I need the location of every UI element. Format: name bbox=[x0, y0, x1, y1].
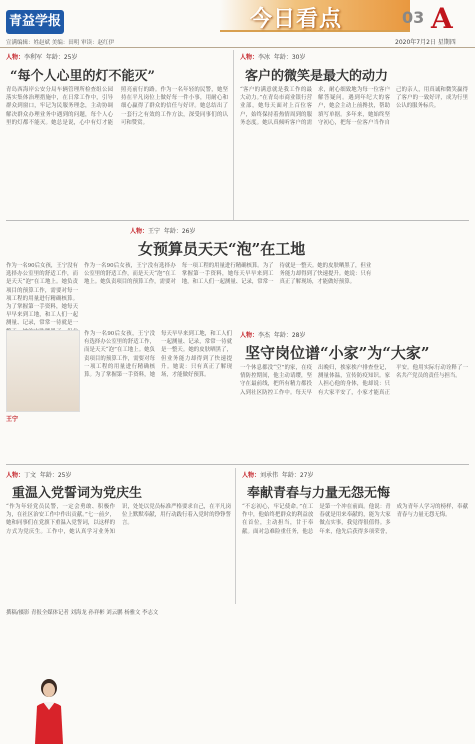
article-5-body: “作为年轻党员民警，一定会勇敢、积极作为，在社区治安工作中作出贡献。”七一前夕，她和同事们在党旗下重温入党誓词，以这样的方式为党庆生。工作中，她认真学习业务知识，处处以党员标准严格要求自己，在平凡岗位上默默奉献，用行动践行着入党时的铮铮誓言。 bbox=[6, 504, 231, 535]
article-3-tag: 人物：王宁 年龄：26岁 bbox=[130, 228, 196, 235]
editor-credits: 宣满编辑：姓赵斌 美编：田明 审读：赵红伊 bbox=[6, 40, 114, 46]
article-3-body: 作为一名90后女孩，王宁没有选择办公室里的舒适工作，而是天天“泡”在工地上。她负责项目的预算工作，需要对每一项工程的用量进行精确核算。为了掌握第一手资料，她每天早早来到工地，和工人们一起测量、记录，常常一待就是一整天。她的皮肤晒黑了，但业务能力却得到了快速提升。她说：只有真正了解现场，才能做好预算。 bbox=[84, 263, 372, 286]
article-6-headline: 奉献青春与力量无怨无悔 bbox=[247, 486, 391, 501]
page-number: 03 bbox=[402, 8, 425, 27]
footer-credits: 撰稿/摄影 青报全媒体记者 刘海龙 孙祥彬 刘云鹏 杨雅文 李志文 bbox=[6, 610, 159, 616]
article-2-headline: 客户的微笑是最大的动力 bbox=[245, 69, 389, 84]
article-4-headline: 坚守岗位谱“小家”为“大家” bbox=[245, 344, 430, 362]
column-divider bbox=[233, 50, 234, 220]
page-letter: A bbox=[431, 2, 453, 35]
article-6-tag: 人物：刘承伟 年龄：27岁 bbox=[242, 472, 314, 479]
article-4-left-body: 作为一名90后女孩，王宁没有选择办公室里的舒适工作，而是天天“泡”在工地上。她负责项目的预算工作，需要对每一项工程的用量进行精确核算。为了掌握第一手资料，她每天早早来到工地，和工人们一起测量、记录，常常一待就是一整天。她的皮肤晒黑了，但业务能力却得到了快速提升。她说：只有真正了解现场，才能做好预算。 bbox=[84, 331, 232, 379]
article-4-body: 一个休息都没“空”的家，在疫情防控期间，他主动请缨，坚守在最前线，把所有精力都投入到社区防控工作中。每天早出晚归，挨家挨户排查登记，测量体温，宣传防疫知识。家人担心他的身体，他却说：只有大家平安了，小家才能真正平安。他用实际行动诠释了一名共产党员的责任与担当。 bbox=[240, 365, 468, 396]
article-photo bbox=[6, 330, 80, 412]
article-3-headline: 女预算员天天“泡”在工地 bbox=[138, 240, 306, 258]
issue-date: 2020年7月2日 星期四 bbox=[395, 39, 456, 46]
section-divider bbox=[6, 220, 469, 221]
section-title: 今日看点 bbox=[250, 6, 343, 32]
article-4-tag: 人物：李杰 年龄：28岁 bbox=[240, 332, 306, 339]
photo-caption: 王宁 bbox=[6, 416, 19, 423]
article-1-headline: “每个人心里的灯不能灭” bbox=[10, 69, 155, 84]
article-2-body: “客户的满意就是我工作的最大动力。”在青岛市商业银行营业部，她每天面对上百位客户，始终保持着热情周到的服务态度。她认真倾听客户的需求，耐心细致地为每一位客户解答疑问。遇到年纪大的客户，她会主动上前搀扶，帮助填写单据。多年来，她始终坚守初心，把每一位客户当作自己的亲人，用真诚和微笑赢得了客户的一致好评，成为行里公认的服务标兵。 bbox=[240, 87, 468, 126]
article-1-tag: 人物：李利军 年龄：25岁 bbox=[6, 54, 78, 61]
section-divider-2 bbox=[6, 464, 469, 465]
article-3-body-col1: 作为一名90后女孩，王宁没有选择办公室里的舒适工作，而是天天“泡”在工地上。她负责项目的预算工作，需要对每一项工程的用量进行精确核算。为了掌握第一手资料，她每天早早来到工地，和工人们一起测量、记录，常常一待就是一 bbox=[6, 263, 78, 327]
article-6-body: “不忘初心，牢记使命。”在工作中，他始终把群众的利益放在首位，主动担当，甘于奉献。面对急难险重任务，他总是第一个冲在前面。他说：青春就是用来奉献的，能为大家做点实事，我觉得很值得。多年来，他先后获得多项荣誉，成为青年人学习的榜样，奉献青春与力量无怨无悔。 bbox=[242, 504, 468, 535]
article-5-tag: 人物：丁文 年龄：25岁 bbox=[6, 472, 72, 479]
header-divider bbox=[0, 47, 475, 48]
article-5-headline: 重温入党誓词为党庆生 bbox=[12, 486, 143, 501]
column-divider-2 bbox=[235, 468, 236, 604]
article-1-body: 青岛西海岸公安分局车辆管理所检查组公园落实集体治理措施中，在日常工作中，引导群众到窗口，牢记为民服务理念，主动协调解决群众办理业务中遇到的问题，每个人心里的灯都不能灭。她总是说，心中有灯才能照亮前行的路。作为一名年轻的民警，她坚持在平凡岗位上做好每一件小事，用耐心和细心赢得了群众的信任与好评。她总结出了一套行之有效的工作方法，深受同事们的认可和赞赏。 bbox=[6, 87, 228, 126]
article-2-tag: 人物：李冰 年龄：30岁 bbox=[240, 54, 306, 61]
person-photo bbox=[29, 676, 69, 744]
newspaper-logo: 青益学报 bbox=[6, 10, 64, 34]
